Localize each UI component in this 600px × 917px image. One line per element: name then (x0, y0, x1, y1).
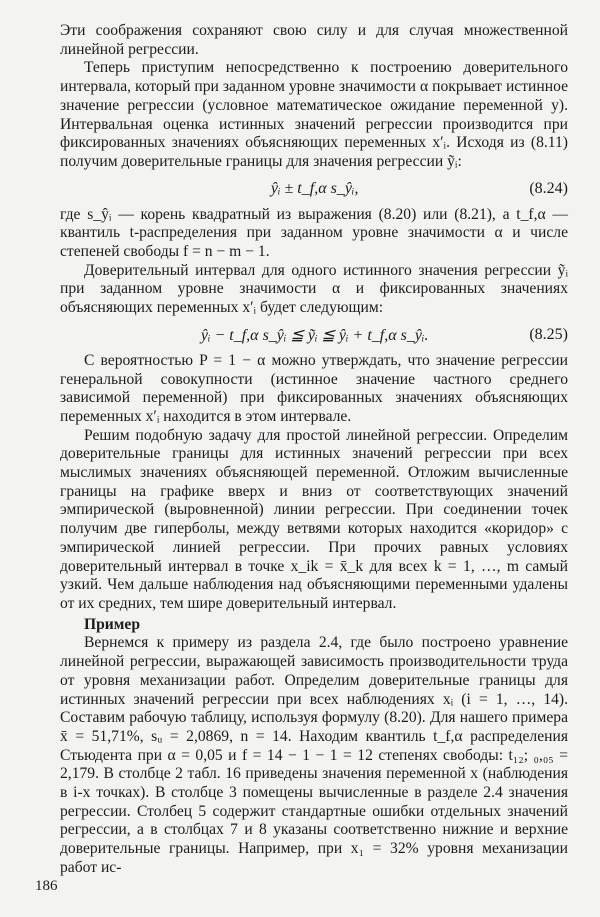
formula-8-25 (60, 318, 568, 352)
page-number: 186 (35, 878, 58, 894)
formula-8-25-body: ŷᵢ − t_f,α s_ŷᵢ ≦ ỹᵢ ≦ ŷᵢ + t_f,α s_ŷᵢ. (200, 326, 429, 344)
formula-8-24 (60, 172, 568, 206)
paragraph-where: где s_ŷᵢ — корень квадратный из выражения (8.20) или (8.21), а t_f,α — квантиль t-распределения при заданном уровне значимости α и числе степеней свободы f = n − m − 1. (60, 205, 568, 261)
paragraph-confidence-interval: Теперь приступим непосредственно к построению доверительного интервала, который при заданном уровне значимости α покрывает истинное значение регрессии (условное математическое ожидание переменной y). Интервальная оценка истинных значений регрессии производится при фиксированных значениях объясняющих переменных x′ᵢ. Исходя из (8.11) получим доверительные границы для значения регрессии ỹᵢ: (60, 59, 568, 170)
formula-8-24-number: (8.24) (529, 179, 568, 197)
section-heading-example: Пример (84, 615, 141, 633)
paragraph-example: Вернемся к примеру из раздела 2.4, где было построено уравнение линейной регрессии, выражающей зависимость производительности труда от уровня механизации работ. Определим доверительные границы для истинных значений регрессии при всех наблюдениях xᵢ (i = 1, …, 14). Составим рабочую таблицу, используя формулу (8.20). Для нашего примера x̄ = 51,71%, sᵤ = 2,0869, n = 14. Находим квантиль t_f,α распределения Стьюдента при α = 0,05 и f = 14 − 1 − 1 = 12 степенях свободы: t₁₂; ₀,₀₅ = 2,179. В столбце 2 табл. 16 приведены значения переменной x (наблюдения в i-х точках). В столбце 3 помещены вычисленные в разделе 2.4 значения регрессии. Столбец 5 содержит стандартные ошибки отдельных значений регрессии, а в столбцах 7 и 8 указаны соответственно нижние и верхние доверительные границы. Например, при x₁ = 32% уровня механизации работ ис- (60, 634, 568, 876)
formula-8-24-body: ŷᵢ ± t_f,α s_ŷᵢ, (270, 179, 359, 197)
paragraph-probability: С вероятностью P = 1 − α можно утверждать, что значение регрессии генеральной совокупности (истинное значение частного среднего зависимой переменной) при фиксированных значениях объясняющих переменных x′ᵢ находится в этом интервале. (60, 351, 568, 425)
paragraph-simple-regression: Решим подобную задачу для простой линейной регрессии. Определим доверительные границы для истинных значений регрессии при всех мыслимых значениях объясняющей переменной. Отложим вычисленные границы на графике вверх и вниз от соответствующих значений эмпирической (выровненной) линии регрессии. При соединении точек получим две гиперболы, между ветвями которых находится «коридор» с эмпирической линией регрессии. При прочих равных условиях доверительный интервал в точке x_ik = x̄_k для всех k = 1, …, m самый узкий. Чем дальше наблюдения над объясняющими переменными удалены от их средних, тем шире доверительный интервал. (60, 426, 568, 612)
paragraph-intro: Эти соображения сохраняют свою силу и для случая множественной линейной регрессии. (60, 22, 568, 58)
formula-8-25-number: (8.25) (529, 325, 568, 343)
paragraph-true-value: Доверительный интервал для одного истинного значения регрессии ỹᵢ при заданном уровне значимости α и фиксированных значениях объясняющих переменных x′ᵢ будет следующим: (60, 261, 568, 317)
